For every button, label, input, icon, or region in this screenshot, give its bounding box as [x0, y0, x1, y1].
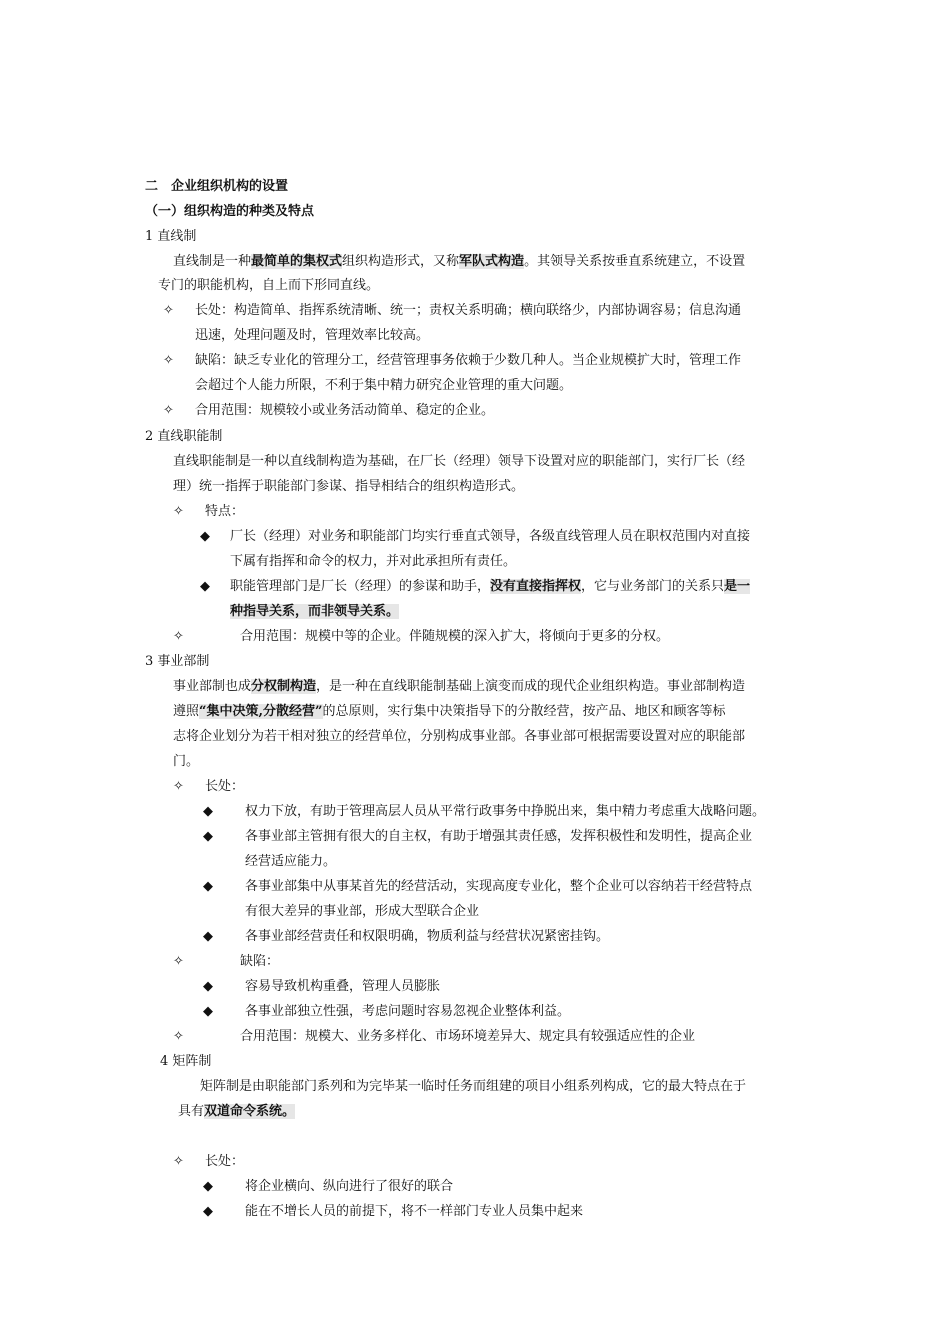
highlight-dual-command: 双道命令系统。: [204, 1104, 296, 1119]
solid-diamond-icon: ◆: [203, 979, 213, 994]
heading-divisional-system: 3 事业部制: [145, 654, 210, 669]
paragraph-line-function-cont: 理）统一指挥于职能部门参谋、指导相结合的组织构造形式。: [173, 479, 525, 494]
features-label: 特点：: [205, 504, 245, 519]
solid-diamond-icon: ◆: [203, 829, 213, 844]
paragraph-divisional: 事业部制也成分权制构造，是一种在直线职能制基础上演变而成的现代企业组织构造。事业部制构造: [173, 679, 746, 694]
disadvantage-item-1: 容易导致机构重叠，管理人员膨胀: [245, 979, 441, 994]
advantage-item-4: 各事业部经营责任和权限明确，物质利益与经营状况紧密挂钩。: [245, 929, 610, 944]
highlight-guidance-relation: 是一: [724, 579, 751, 594]
feature-item-2: 职能管理部门是厂长（经理）的参谋和助手，没有直接指挥权，它与业务部门的关系只是一: [230, 579, 751, 594]
disadvantages-label: 缺陷：: [240, 954, 280, 969]
hollow-bullet-icon: ✧: [173, 629, 184, 644]
disadvantages-line-system: 缺陷：缺乏专业化的管理分工，经营管理事务依赖于少数几种人。当企业规模扩大时，管理工作: [195, 353, 742, 368]
solid-diamond-icon: ◆: [200, 579, 210, 594]
solid-diamond-icon: ◆: [203, 929, 213, 944]
paragraph-line-system-cont: 专门的职能机构，自上而下形同直线。: [158, 278, 380, 293]
solid-diamond-icon: ◆: [203, 1179, 213, 1194]
disadvantages-line-system-cont: 会超过个人能力所限，不利于集中精力研究企业管理的重大问题。: [195, 378, 573, 393]
scope-divisional: 合用范围：规模大、业务多样化、市场环境差异大、规定具有较强适应性的企业: [240, 1029, 696, 1044]
advantages-label-matrix: 长处：: [205, 1154, 245, 1169]
subsection-title: （一）组织构造的种类及特点: [145, 204, 315, 219]
solid-diamond-icon: ◆: [203, 1204, 213, 1219]
matrix-advantage-2: 能在不增长人员的前提下，将不一样部门专业人员集中起来: [245, 1204, 584, 1219]
solid-diamond-icon: ◆: [203, 879, 213, 894]
feature-item-1-cont: 下属有指挥和命令的权力，并对此承担所有责任。: [230, 554, 517, 569]
hollow-bullet-icon: ✧: [173, 779, 184, 794]
paragraph-matrix-cont: 具有双道命令系统。: [178, 1104, 296, 1119]
scope-line-system: 合用范围：规模较小或业务活动简单、稳定的企业。: [195, 403, 495, 418]
feature-item-2-cont: 种指导关系，而非领导关系。: [230, 604, 400, 619]
paragraph-divisional-2: 遵照“集中决策,分散经营”的总原则，实行集中决策指导下的分散经营，按产品、地区和顾客等标: [173, 704, 726, 719]
heading-matrix-system: 4 矩阵制: [160, 1054, 212, 1069]
disadvantage-item-2: 各事业部独立性强，考虑问题时容易忽视企业整体利益。: [245, 1004, 571, 1019]
solid-diamond-icon: ◆: [200, 529, 210, 544]
advantage-item-3-cont: 有很大差异的事业部，形成大型联合企业: [245, 904, 480, 919]
hollow-bullet-icon: ✧: [163, 403, 174, 418]
advantage-item-2-cont: 经营适应能力。: [245, 854, 337, 869]
hollow-bullet-icon: ✧: [163, 353, 174, 368]
hollow-bullet-icon: ✧: [173, 504, 184, 519]
highlight-simplest-centralized: 最简单的集权式: [251, 254, 343, 269]
paragraph-line-function: 直线职能制是一种以直线制构造为基础，在厂长（经理）领导下设置对应的职能部门，实行厂长（经: [173, 454, 746, 469]
highlight-military-structure: 军队式构造: [459, 254, 525, 269]
advantages-label: 长处：: [205, 779, 245, 794]
hollow-bullet-icon: ✧: [173, 1029, 184, 1044]
paragraph-matrix: 矩阵制是由职能部门系列和为完毕某一临时任务而组建的项目小组系列构成，它的最大特点在于: [200, 1079, 747, 1094]
solid-diamond-icon: ◆: [203, 804, 213, 819]
paragraph-line-system: 直线制是一种最简单的集权式组织构造形式，又称军队式构造。其领导关系按垂直系统建立，不设置: [173, 254, 746, 269]
section-title: 二 企业组织机构的设置: [145, 179, 289, 194]
highlight-no-direct-command: 没有直接指挥权: [490, 579, 582, 594]
hollow-bullet-icon: ✧: [163, 303, 174, 318]
highlight-centralized-decision: “集中决策,分散经营”: [199, 704, 323, 719]
advantages-line-system-cont: 迅速，处理问题及时，管理效率比较高。: [195, 328, 430, 343]
heading-line-system: 1 直线制: [145, 229, 197, 244]
feature-item-1: 厂长（经理）对业务和职能部门均实行垂直式领导，各级直线管理人员在职权范围内对直接: [230, 529, 751, 544]
advantage-item-3: 各事业部集中从事某首先的经营活动，实现高度专业化，整个企业可以容纳若干经营特点: [245, 879, 753, 894]
advantage-item-1: 权力下放，有助于管理高层人员从平常行政事务中挣脱出来，集中精力考虑重大战略问题。: [245, 804, 766, 819]
advantage-item-2: 各事业部主管拥有很大的自主权，有助于增强其责任感，发挥积极性和发明性，提高企业: [245, 829, 753, 844]
paragraph-divisional-3: 志将企业划分为若干相对独立的经营单位，分别构成事业部。各事业部可根据需要设置对应的职能部: [173, 729, 746, 744]
advantages-line-system: 长处：构造简单、指挥系统清晰、统一；责权关系明确；横向联络少，内部协调容易；信息沟通: [195, 303, 742, 318]
heading-line-function-system: 2 直线职能制: [145, 429, 223, 444]
highlight-decentralized-structure: 分权制构造: [251, 679, 317, 694]
scope-line-function: 合用范围：规模中等的企业。伴随规模的深入扩大，将倾向于更多的分权。: [240, 629, 670, 644]
solid-diamond-icon: ◆: [203, 1004, 213, 1019]
hollow-bullet-icon: ✧: [173, 954, 184, 969]
matrix-advantage-1: 将企业横向、纵向进行了很好的联合: [245, 1179, 454, 1194]
hollow-bullet-icon: ✧: [173, 1154, 184, 1169]
paragraph-divisional-4: 门。: [173, 754, 200, 769]
